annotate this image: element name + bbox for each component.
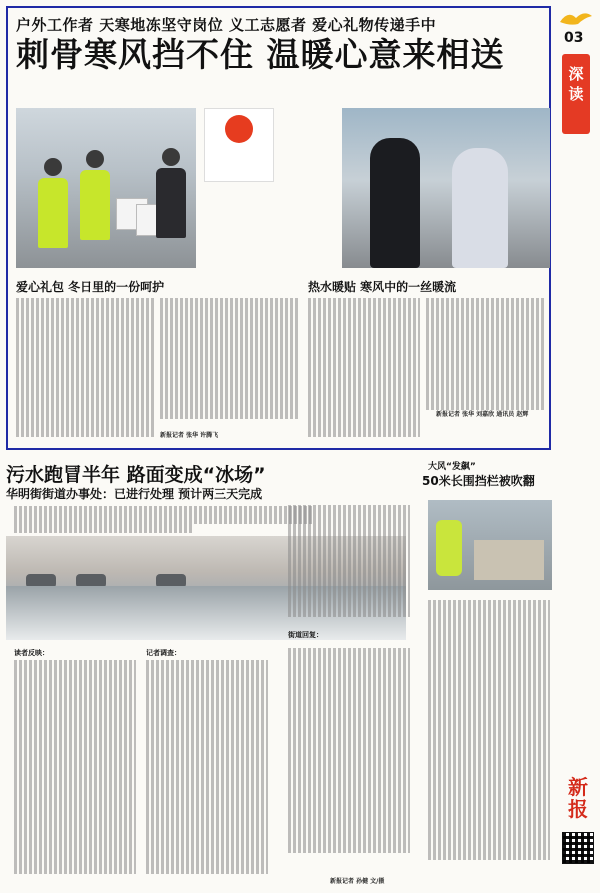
story-column: [14, 660, 136, 882]
qr-code-icon[interactable]: [562, 832, 594, 864]
brief-headline: 50米长围挡栏被吹翻: [422, 474, 535, 488]
brief-column: [428, 600, 550, 882]
story-column: [146, 660, 268, 882]
section-label-investigation: 记者调查：: [146, 649, 181, 657]
page-number: 03: [564, 30, 584, 46]
feature-kicker: 户外工作者 天寒地冻坚守岗位 义工志愿者 爱心礼物传递手中: [16, 16, 437, 34]
section-label-reply: 街道回复：: [288, 631, 323, 639]
campaign-logo: [204, 108, 274, 182]
story-column: [288, 505, 410, 625]
section-label-reader: 读者反映：: [14, 649, 49, 657]
section-label: 深读: [568, 65, 584, 103]
body-text-column: [308, 298, 420, 438]
page-strip: [556, 6, 596, 886]
feature-photo-left: [16, 108, 196, 268]
right-subhead: 热水暖贴 寒风中的一丝暖流: [308, 280, 457, 294]
body-text-column: [160, 298, 298, 438]
brief-kicker: 大风“发飙”: [428, 462, 476, 472]
body-text-column: [16, 298, 154, 438]
story-headline: 污水跑冒半年 路面变成“冰场”: [6, 464, 266, 486]
story-lead: [14, 506, 314, 533]
brief-photo: [428, 500, 552, 590]
story-column: [288, 648, 410, 870]
section-tab: [562, 54, 590, 134]
story-byline: 新报记者 孙健 文/摄: [330, 878, 385, 885]
bird-logo-icon: [558, 8, 594, 28]
byline-right: 新报记者 张华 刘嘉欣 通讯员 赵辉: [436, 411, 529, 418]
byline-left: 新报记者 张华 许腾飞: [160, 432, 219, 439]
feature-photo-right: [342, 108, 550, 268]
feature-story-frame: [6, 6, 551, 450]
left-subhead: 爱心礼包 冬日里的一份呵护: [16, 280, 165, 294]
feature-headline: 刺骨寒风挡不住 温暖心意来相送: [16, 35, 505, 74]
story-subhead: 华明街街道办事处：已进行处理 预计两三天完成: [6, 487, 263, 501]
newspaper-brand: 新报: [568, 775, 588, 821]
